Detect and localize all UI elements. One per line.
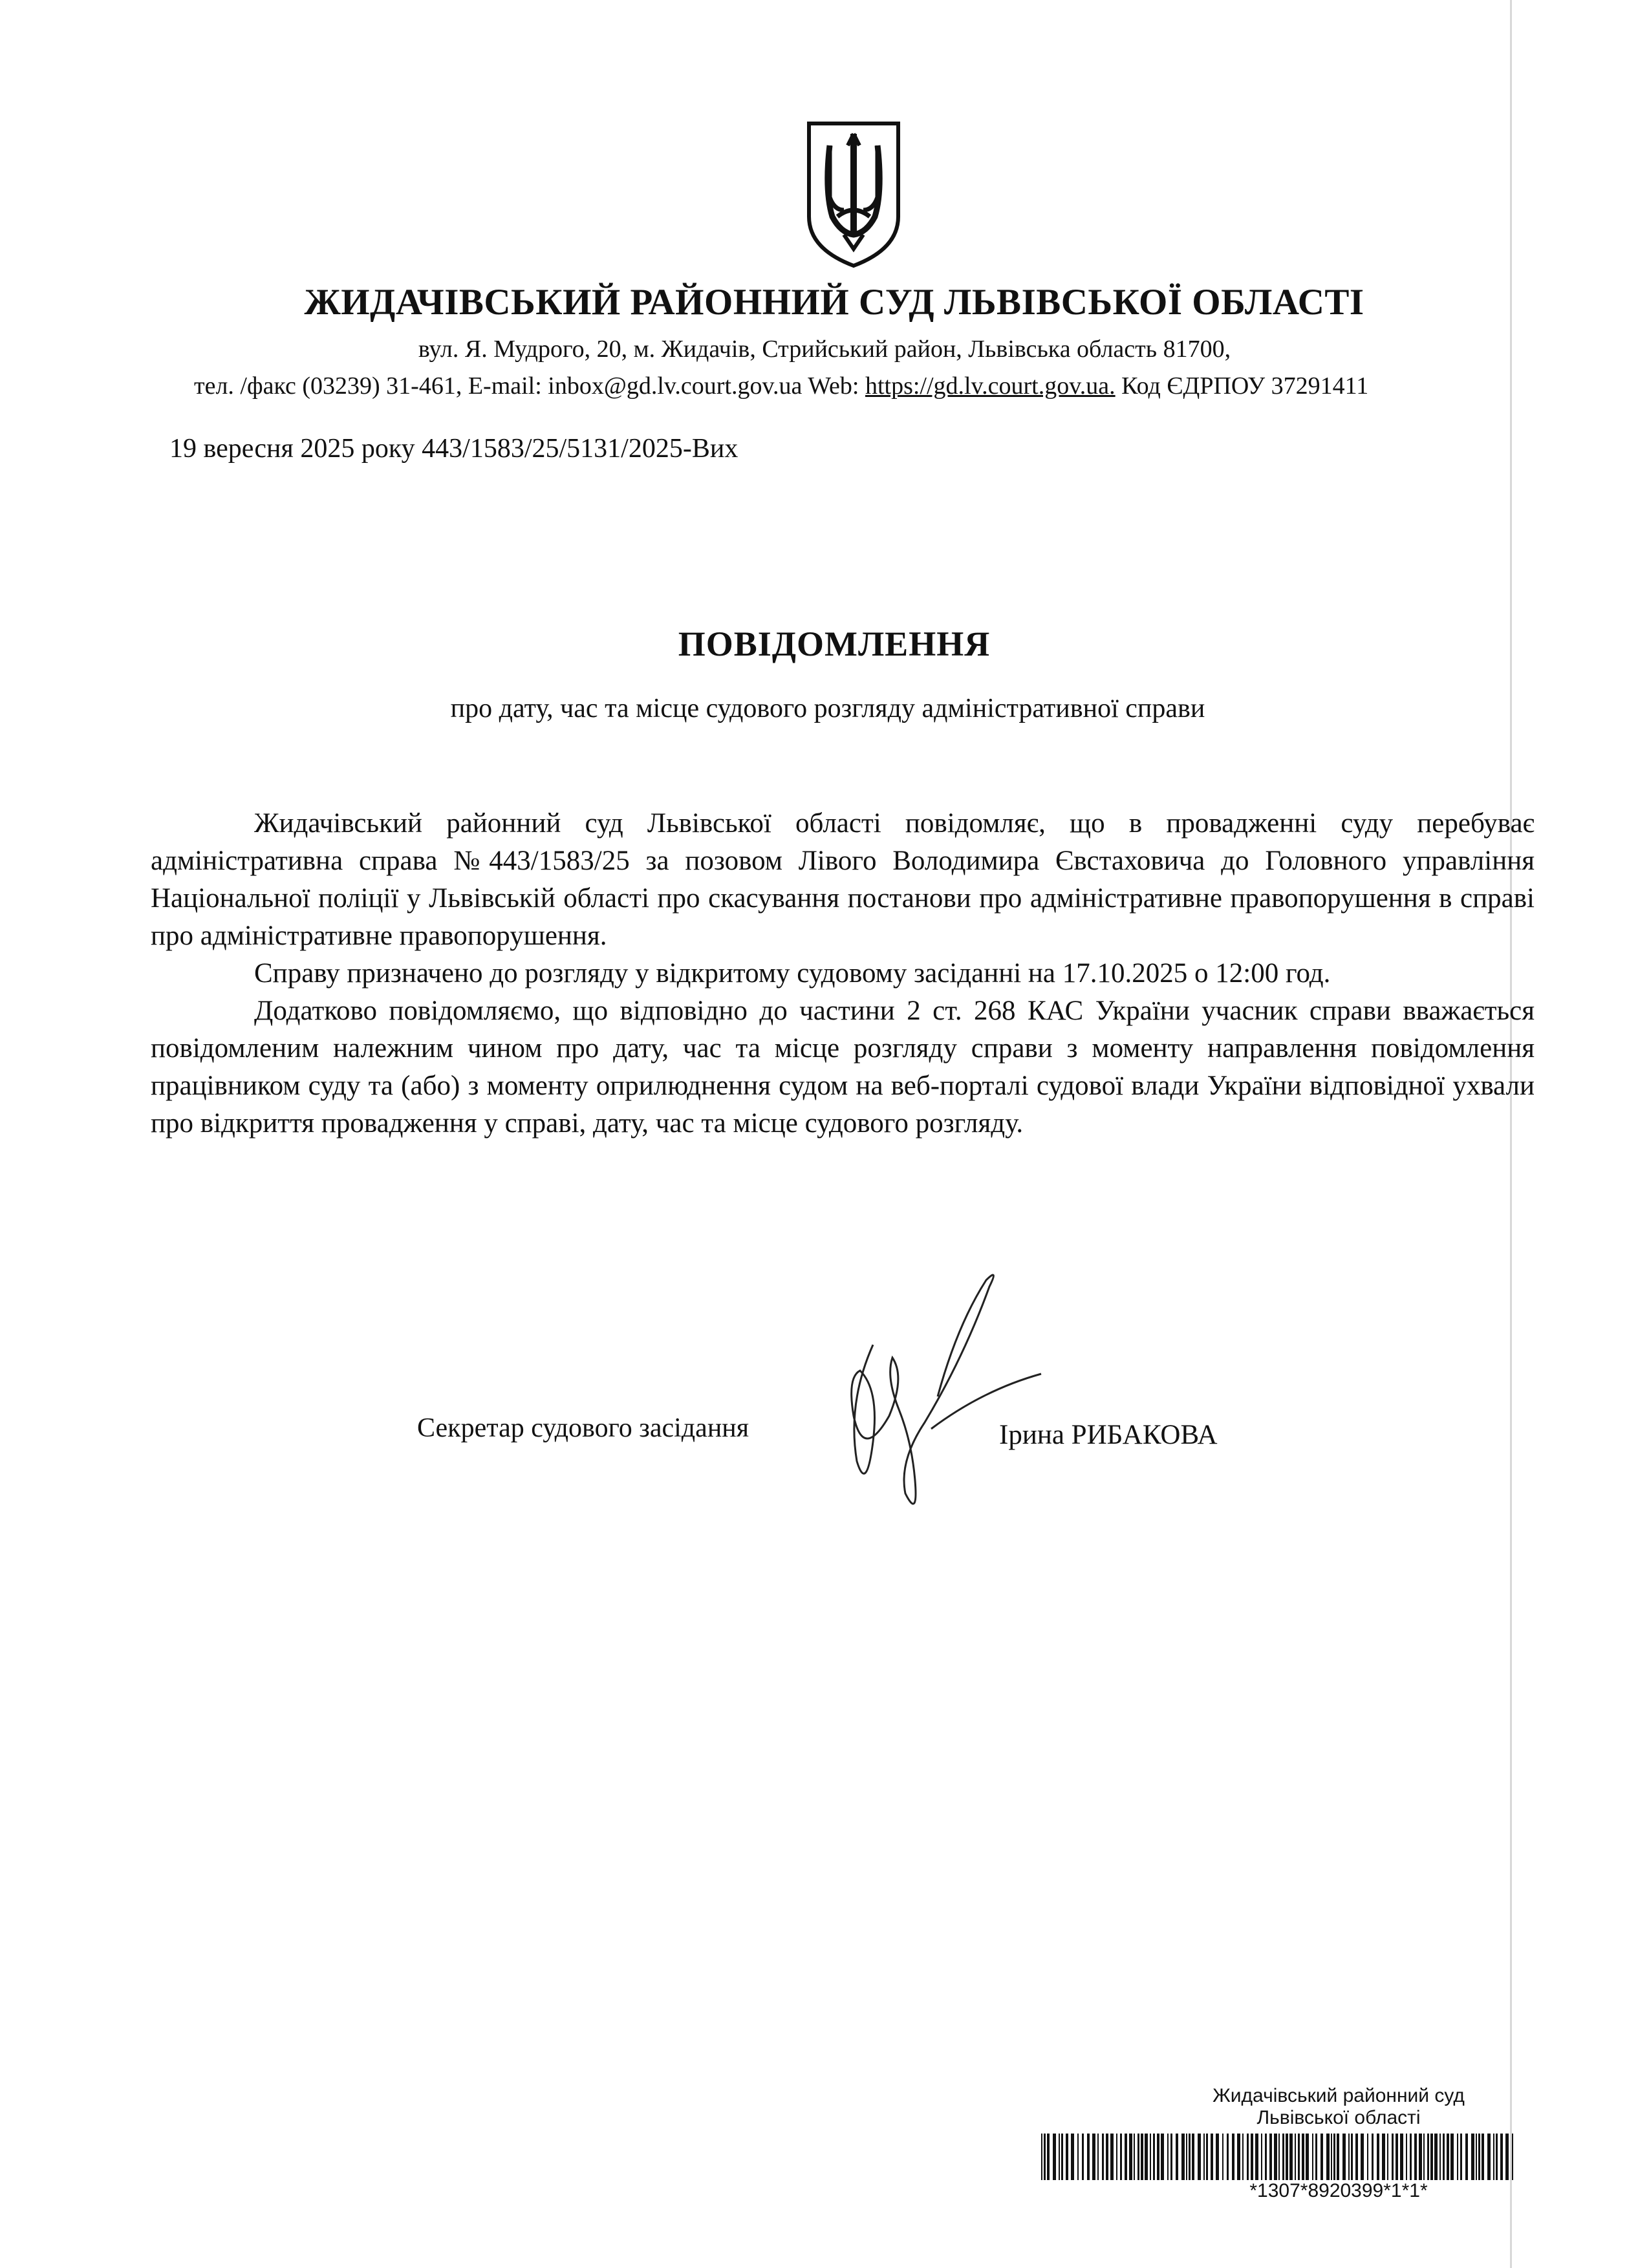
barcode-bar (1487, 2134, 1491, 2180)
barcode-bar (1337, 2134, 1339, 2180)
barcode-bar (1059, 2134, 1060, 2180)
barcode-bar (1387, 2134, 1388, 2180)
barcode-bar (1505, 2134, 1509, 2180)
barcode-bar (1315, 2134, 1317, 2180)
barcode-bar (1157, 2134, 1159, 2180)
notice-body (151, 805, 1535, 1142)
barcode-bar (1087, 2134, 1090, 2180)
barcode-bar (1302, 2134, 1304, 2180)
barcode-bar (1348, 2134, 1350, 2180)
barcode-bar (1430, 2134, 1433, 2180)
barcode-bar (1192, 2134, 1194, 2180)
barcode-bar (1427, 2134, 1429, 2180)
barcode-bar (1120, 2134, 1122, 2180)
barcode-bar (1295, 2134, 1296, 2180)
barcode-bar (1392, 2134, 1394, 2180)
barcode-bar (1181, 2134, 1185, 2180)
barcode-bar (1333, 2134, 1335, 2180)
barcode-bar (1102, 2134, 1104, 2180)
barcode-bar (1423, 2134, 1425, 2180)
body-paragraph: Додатково повідомляємо, що відповідно до частини 2 ст. 268 КАС України учасник справи вважається повідомленим належним чином про дату, час та місце розгляду справи з моменту направлення повідомлення працівником суду та (або) з моменту оприлюднення судом на веб-порталі судової влади України відповідної ухвали про відкриття провадження у справі, дату, час та місце судового розгляду. (151, 996, 1535, 1139)
barcode-bar (1450, 2134, 1454, 2180)
barcode-bar (1269, 2134, 1272, 2180)
barcode-bar (1476, 2134, 1477, 2180)
barcode-bar (1125, 2134, 1127, 2180)
barcode-bar (1414, 2134, 1417, 2180)
barcode-bar (1439, 2134, 1441, 2180)
barcode-bar (1493, 2134, 1494, 2180)
barcode-bar (1198, 2134, 1201, 2180)
barcode-bar (1237, 2134, 1240, 2180)
outgoing-reference: 19 вересня 2025 року 443/1583/25/5131/2025-Вих (169, 434, 738, 464)
document-title: ПОВІДОМЛЕННЯ (678, 625, 991, 663)
barcode-bar (1134, 2134, 1135, 2180)
barcode-bar (1377, 2134, 1379, 2180)
barcode-bar (1061, 2134, 1063, 2180)
barcode-bar (1071, 2134, 1074, 2180)
stamp-court-line: Жидачівський районний суд (1212, 2085, 1465, 2106)
document-subtitle: про дату, час та місце судового розгляду адміністративної справи (450, 694, 1205, 723)
barcode-bar (1097, 2134, 1099, 2180)
barcode-bar (1261, 2134, 1262, 2180)
barcode-bar (1471, 2134, 1474, 2180)
barcode-bar (1141, 2134, 1143, 2180)
barcode-bar (1150, 2134, 1151, 2180)
barcode-bar (1372, 2134, 1374, 2180)
body-paragraph: Жидачівський районний суд Львівської області повідомляє, що в провадженні суду перебуває адміністративна справа №443/1583/25 за позовом Лівого Володимира Євстаховича до Головного управління Національної поліції у Львівській області про скасування постанови про адміністративне правопорушення в справі про адміністративне правопорушення. (151, 808, 1535, 951)
barcode-bar (1331, 2134, 1332, 2180)
barcode-bar (1137, 2134, 1139, 2180)
barcode-bar (1482, 2134, 1484, 2180)
barcode-bar (1274, 2134, 1277, 2180)
barcode-bar (1500, 2134, 1503, 2180)
barcode-number: *1307*8920399*1*1* (1249, 2180, 1428, 2201)
barcode-bar (1367, 2134, 1368, 2180)
barcode-bar (1443, 2134, 1445, 2180)
barcode-bar (1176, 2134, 1178, 2180)
barcode-bar (1361, 2134, 1364, 2180)
barcode-bar (1047, 2134, 1050, 2180)
barcode-bar (1410, 2134, 1412, 2180)
barcode-bar (1186, 2134, 1187, 2180)
barcode-bar (1320, 2134, 1323, 2180)
court-contacts (194, 372, 1368, 400)
barcode-bar (1116, 2134, 1117, 2180)
barcode-bar (1170, 2134, 1172, 2180)
barcode-bar (1222, 2134, 1223, 2180)
edrpou-code: Код ЄДРПОУ 37291411 (1115, 372, 1369, 400)
barcode-bar (1167, 2134, 1169, 2180)
barcode-bar (1265, 2134, 1267, 2180)
barcode-bar (1465, 2134, 1468, 2180)
barcode-bar (1312, 2134, 1313, 2180)
barcode-bar (1251, 2134, 1253, 2180)
barcode-bar (1232, 2134, 1234, 2180)
barcode-bar (1496, 2134, 1498, 2180)
barcode-bar (1145, 2134, 1148, 2180)
barcode-bar (1247, 2134, 1249, 2180)
barcode-bar (1460, 2134, 1462, 2180)
barcode-bar (1278, 2134, 1280, 2180)
barcode-bar (1406, 2134, 1407, 2180)
barcode-bar (1298, 2134, 1300, 2180)
registry-stamp (1138, 2085, 1539, 2129)
barcode-bar (1289, 2134, 1293, 2180)
barcode-bar (1189, 2134, 1191, 2180)
barcode-bar (1106, 2134, 1108, 2180)
barcode-bar (1419, 2134, 1422, 2180)
barcode-bar (1041, 2134, 1042, 2180)
barcode-bar (1216, 2134, 1219, 2180)
barcode-bar (1306, 2134, 1309, 2180)
barcode-bar (1282, 2134, 1284, 2180)
contacts-phone-email: тел. /факс (03239) 31-461, E-mail: inbox@gd.lv.court.gov.ua Web: (194, 372, 865, 400)
barcode-bar (1092, 2134, 1095, 2180)
handwritten-signature (776, 1248, 1048, 1545)
barcode-bar (1129, 2134, 1132, 2180)
barcode-bar (1053, 2134, 1056, 2180)
court-address: вул. Я. Мудрого, 20, м. Жидачів, Стрийський район, Львівська область 81700, (418, 336, 1231, 363)
signatory-name: Ірина РИБАКОВА (999, 1420, 1218, 1450)
barcode-bar (1255, 2134, 1258, 2180)
barcode-bar (1110, 2134, 1114, 2180)
barcode-bar (1355, 2134, 1358, 2180)
court-name-heading: ЖИДАЧІВСЬКИЙ РАЙОННИЙ СУД ЛЬВІВСЬКОЇ ОБЛАСТІ (304, 282, 1364, 323)
barcode-bar (1457, 2134, 1458, 2180)
barcode-bar (1153, 2134, 1155, 2180)
barcode-bar (1342, 2134, 1346, 2180)
barcode-bar (1400, 2134, 1403, 2180)
barcode-bar (1286, 2134, 1288, 2180)
stamp-court-line: Львівської області (1256, 2107, 1421, 2128)
barcode-bar (1044, 2134, 1046, 2180)
barcode-bar (1206, 2134, 1208, 2180)
court-website-link[interactable]: https://gd.lv.court.gov.ua. (865, 372, 1116, 400)
barcode-bar (1082, 2134, 1084, 2180)
barcode-bar (1382, 2134, 1385, 2180)
barcode-bar (1227, 2134, 1229, 2180)
barcode-bar (1512, 2134, 1513, 2180)
barcode-bar (1447, 2134, 1449, 2180)
barcode-bar (1077, 2134, 1079, 2180)
coat-of-arms-trident-icon (805, 120, 902, 268)
barcode-bar (1066, 2134, 1068, 2180)
barcode-bar (1434, 2134, 1438, 2180)
barcode-bar (1161, 2134, 1164, 2180)
barcode-bar (1326, 2134, 1330, 2180)
barcode-bar (1396, 2134, 1398, 2180)
barcode-bar (1242, 2134, 1244, 2180)
barcode-bar (1351, 2134, 1353, 2180)
barcode-bar (1203, 2134, 1205, 2180)
barcode (1041, 2134, 1520, 2180)
signatory-role: Секретар судового засідання (417, 1413, 749, 1443)
barcode-bar (1211, 2134, 1213, 2180)
barcode-bar (1478, 2134, 1480, 2180)
body-paragraph: Справу призначено до розгляду у відкритому судовому засіданні на 17.10.2025 о 12:00 год. (254, 958, 1331, 989)
